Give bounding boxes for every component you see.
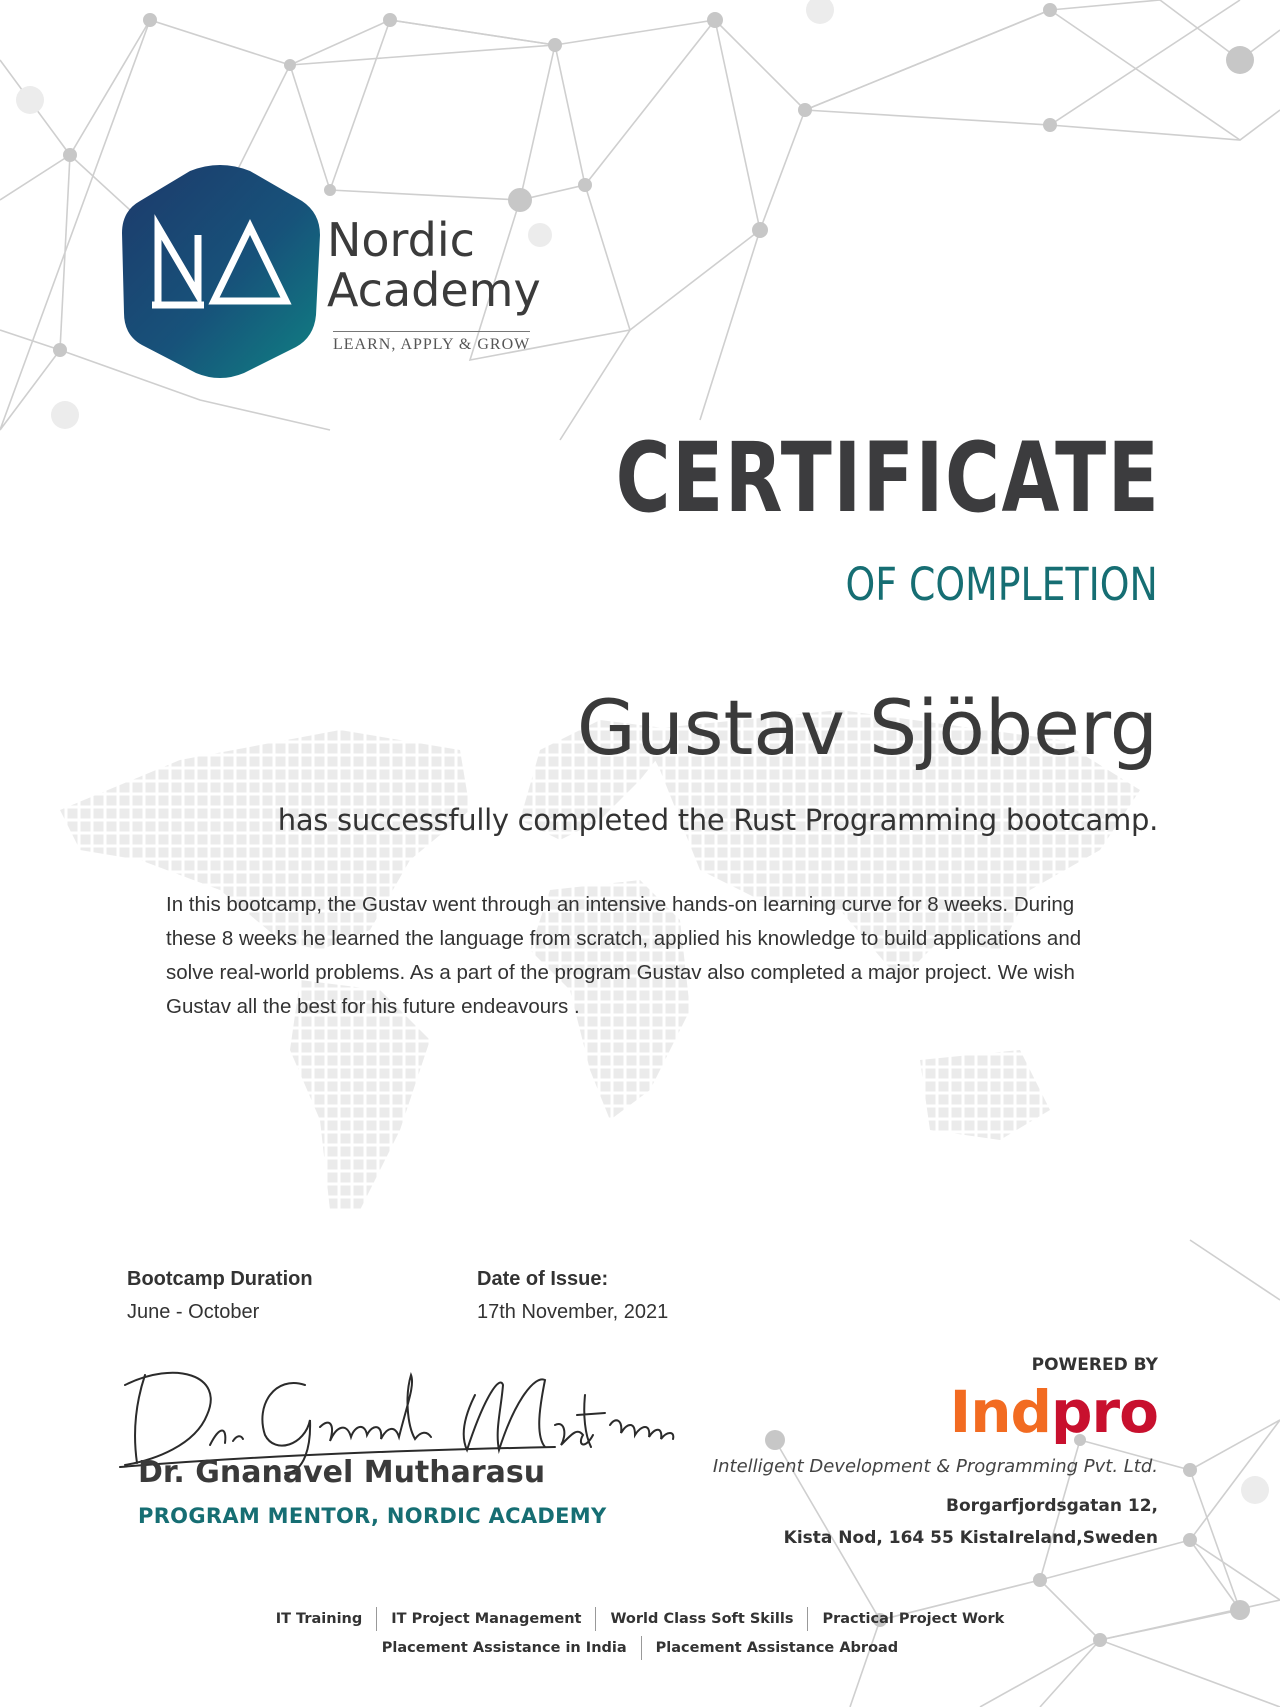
footer-item: Practical Project Work xyxy=(822,1611,1005,1627)
certificate-title: CERTIFICATE xyxy=(615,422,1160,534)
logo-wordmark xyxy=(327,215,541,315)
footer-services-row2 xyxy=(0,1636,1280,1660)
address-line2: Kista Nod, 164 55 KistaIreland,Sweden xyxy=(783,1528,1158,1548)
completion-statement: has successfully completed the Rust Programming bootcamp. xyxy=(277,803,1158,837)
address-line1: Borgarfjordsgatan 12, xyxy=(946,1496,1158,1516)
footer-services-row1 xyxy=(0,1607,1280,1631)
na-hexagon-icon xyxy=(120,165,320,380)
footer-item: Placement Assistance Abroad xyxy=(655,1640,899,1656)
nordic-academy-logo xyxy=(120,165,640,385)
issue-date-value: 17th November, 2021 xyxy=(477,1301,669,1323)
company-address xyxy=(784,1490,1158,1554)
indpro-prefix: Ind xyxy=(949,1380,1052,1446)
recipient-name: Gustav Sjöberg xyxy=(576,683,1158,772)
duration-block xyxy=(127,1268,313,1324)
footer-item: Placement Assistance in India xyxy=(381,1640,627,1656)
footer-item: IT Project Management xyxy=(391,1611,582,1627)
indpro-suffix: pro xyxy=(1051,1380,1158,1446)
footer-item: IT Training xyxy=(275,1611,363,1627)
duration-value: June - October xyxy=(127,1301,260,1323)
footer-item: World Class Soft Skills xyxy=(610,1611,794,1627)
signer-role: PROGRAM MENTOR, NORDIC ACADEMY xyxy=(138,1504,607,1528)
certificate-subtitle: OF COMPLETION xyxy=(845,558,1158,611)
issue-date-label: Date of Issue: xyxy=(477,1268,609,1290)
logo-name-line2: Academy xyxy=(327,263,541,317)
logo-tagline: LEARN, APPLY & GROW xyxy=(333,331,530,354)
company-name: Intelligent Development & Programming Pvt. Ltd. xyxy=(712,1456,1158,1477)
powered-by-label: POWERED BY xyxy=(1031,1355,1158,1375)
svg-text:Indpro xyxy=(950,1380,1158,1446)
signer-name: Dr. Gnanavel Mutharasu xyxy=(138,1455,546,1490)
bootcamp-description: In this bootcamp, the Gustav went through an intensive hands-on learning curve for 8 weeks. During these 8 weeks he learned the language from scratch, applied his knowledge to build applications and solve real-world problems. As a part of the program Gustav also completed a major project. We wish Gustav all the best for his future endeavours . xyxy=(166,893,1082,1018)
issue-date-block xyxy=(477,1268,668,1324)
indpro-logo xyxy=(948,1380,1158,1450)
logo-name-line1: Nordic xyxy=(327,213,475,267)
duration-label: Bootcamp Duration xyxy=(127,1268,313,1290)
